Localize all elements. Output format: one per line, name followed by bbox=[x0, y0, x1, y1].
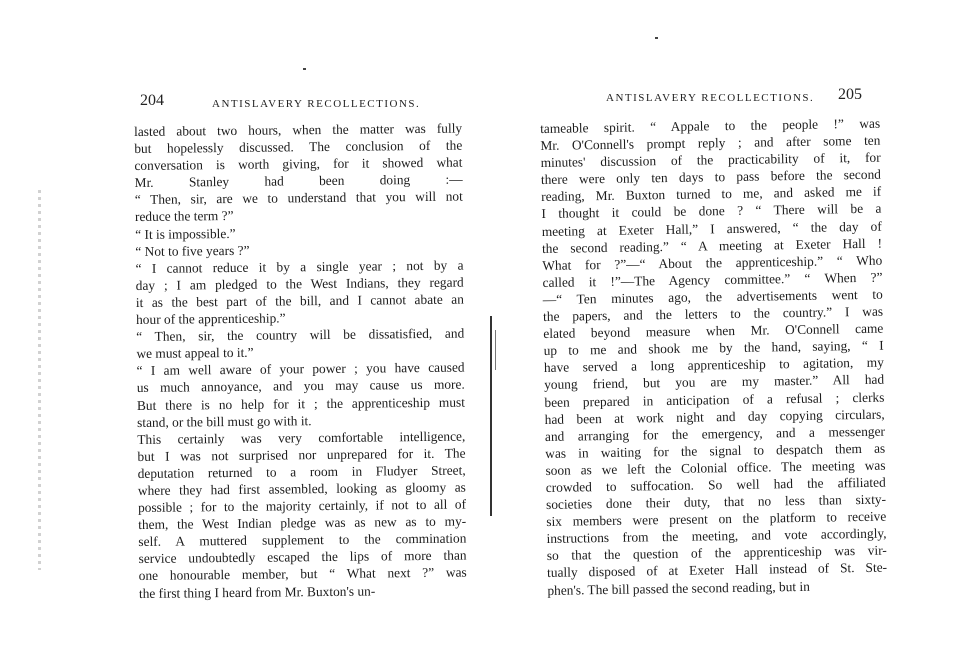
text-line: reading, Mr. Buxton turned to me, and asked me if bbox=[541, 184, 882, 205]
text-line: up to me and shook me by the hand, saying, “ I bbox=[543, 337, 884, 359]
text-line: self. A muttered supplement to the commination bbox=[138, 530, 467, 550]
text-line: “ I cannot reduce it by a single year ; not by a bbox=[135, 257, 464, 276]
ink-speck bbox=[655, 37, 658, 39]
text-line: the papers, and the letters to the country.” I was bbox=[542, 303, 884, 325]
gutter-line bbox=[495, 330, 496, 370]
text-line: societies done their duty, that no less than sixty- bbox=[545, 491, 887, 513]
text-line: tameable spirit. “ Appale to the people !” was bbox=[540, 115, 881, 136]
text-line: phen's. The bill passed the second reading, but in bbox=[547, 578, 810, 598]
binding-shadow bbox=[38, 190, 41, 570]
text-line: What for ?”—“ About the apprenticeship.” “ Who bbox=[542, 252, 883, 273]
text-line: instructions from the meeting, and vote accordingly, bbox=[546, 525, 887, 547]
text-line: the first thing I heard from Mr. Buxton's un- bbox=[138, 583, 376, 601]
text-line: I thought it could be done ? “ There will be a bbox=[541, 201, 882, 222]
text-line: but I was not surprised nor unprepared for it. The bbox=[137, 445, 466, 464]
text-line: but hopelessly discussed. The conclusion of the bbox=[134, 137, 463, 157]
text-line: hour of the apprenticeship.” bbox=[135, 310, 286, 328]
text-line: where they had first assembled, looking as gloomy as bbox=[137, 479, 466, 498]
text-line: crowded to suffocation. So well had the affiliated bbox=[545, 474, 886, 495]
text-line: soon as we left the Colonial office. The meeting was bbox=[545, 457, 886, 478]
text-line: But there is no help for it ; the apprenticeship must bbox=[136, 394, 466, 413]
gutter-line bbox=[490, 316, 492, 516]
text-line: young friend, but you are my master.” All had bbox=[544, 372, 885, 393]
text-line: day ; I am pledged to the West Indians, they regard bbox=[135, 274, 464, 293]
text-line: so that the question of the apprenticeship was vir- bbox=[546, 542, 887, 564]
text-line: we must appeal to it.” bbox=[136, 344, 254, 362]
text-line: “ Then, sir, are we to understand that you will not bbox=[134, 188, 463, 208]
text-line: elated beyond measure when Mr. O'Connell came bbox=[543, 320, 884, 342]
text-line: minutes' discussion of the practicability of it, for bbox=[540, 149, 881, 171]
text-line: called it !”—The Agency committee.” “ When ?” bbox=[542, 269, 883, 290]
text-line: reduce the term ?” bbox=[134, 208, 234, 225]
text-line: us much annoyance, and you may cause us more. bbox=[136, 376, 465, 396]
text-line: service undoubtedly escaped the lips of more than bbox=[138, 547, 467, 567]
text-line: have served a long apprenticeship to agitation, my bbox=[543, 354, 884, 376]
text-line: been prepared in anticipation of a refusal ; clerks bbox=[544, 389, 885, 410]
text-line: it as the best part of the bill, and I cannot abate an bbox=[135, 291, 464, 310]
text-line: them, the West Indian pledge was as new as to my- bbox=[138, 513, 467, 533]
text-line: one honourable member, but “ What next ?” was bbox=[138, 564, 467, 584]
text-line: “ I am well aware of your power ; you have caused bbox=[136, 359, 465, 379]
body-text bbox=[134, 120, 467, 602]
text-line: and arranging for the emergency, and a messenger bbox=[544, 423, 886, 444]
text-line: “ It is impossible.” bbox=[135, 225, 236, 242]
text-line: stand, or the bill must go with it. bbox=[137, 412, 312, 430]
text-line: had been at work night and day copying circulars, bbox=[544, 406, 885, 427]
text-line: —“ Ten minutes ago, the advertisements went to bbox=[542, 286, 883, 307]
text-line: was in waiting for the signal to despatch them as bbox=[545, 440, 886, 461]
page-number: 205 bbox=[838, 86, 862, 103]
page-number: 204 bbox=[140, 92, 164, 109]
ink-speck bbox=[303, 68, 306, 70]
running-head: ANTISLAVERY RECOLLECTIONS. bbox=[212, 98, 421, 110]
text-line: “ Not to five years ?” bbox=[135, 242, 250, 259]
body-text bbox=[540, 115, 887, 599]
text-line: deputation returned to a room in Fludyer Street, bbox=[137, 462, 466, 481]
text-line: possible ; for to the majority certainly, if not to all of bbox=[137, 496, 467, 516]
text-line: meeting at Exeter Hall,” I answered, “ the day of bbox=[541, 218, 882, 239]
text-line: This certainly was very comfortable intelligence, bbox=[137, 428, 466, 447]
text-line: Mr. O'Connell's prompt reply ; and after some ten bbox=[540, 132, 881, 154]
running-head: ANTISLAVERY RECOLLECTIONS. bbox=[606, 92, 815, 104]
text-line: there were only ten days to pass before the second bbox=[540, 166, 882, 188]
text-line: tually disposed of at Exeter Hall instead of St. Ste- bbox=[546, 560, 888, 581]
text-line: lasted about two hours, when the matter was fully bbox=[134, 120, 463, 139]
text-line: the second reading.” “ A meeting at Exeter Hall ! bbox=[541, 235, 883, 256]
text-line: conversation is worth giving, for it showed what bbox=[134, 154, 463, 174]
text-line: “ Then, sir, the country will be dissatisfied, and bbox=[136, 325, 465, 345]
right-page bbox=[490, 0, 980, 647]
text-line: six members were present on the platform to receive bbox=[546, 508, 887, 530]
text-line: Mr. Stanley had been doing :— bbox=[134, 171, 463, 191]
